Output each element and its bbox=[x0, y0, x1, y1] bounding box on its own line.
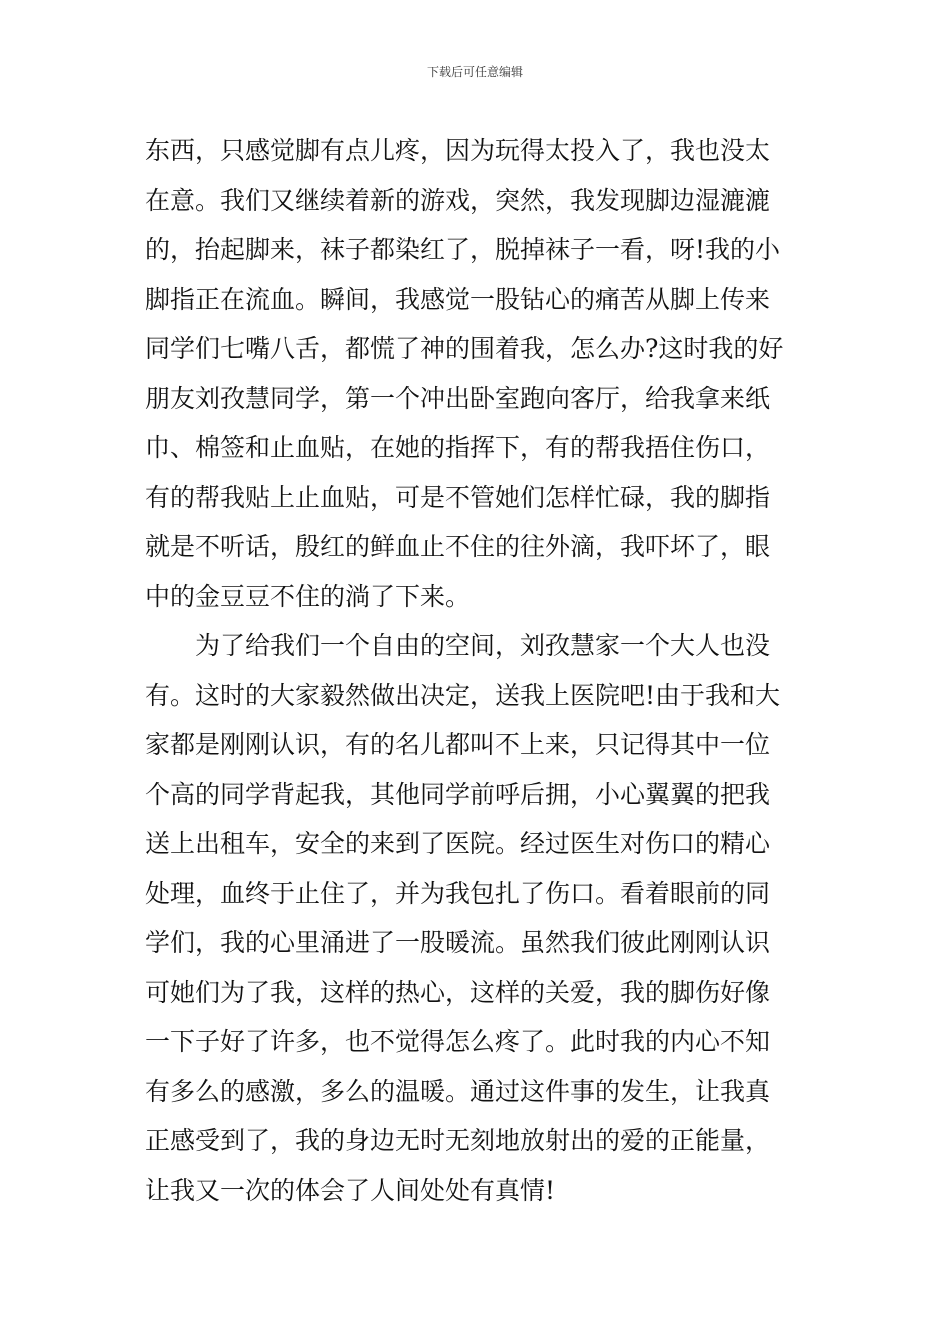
text-line: 有多么的感激，多么的温暖。通过这件事的发生，让我真 bbox=[145, 1076, 771, 1106]
text-line: 在意。我们又继续着新的游戏，突然，我发现脚边湿漉漉 bbox=[145, 185, 771, 215]
text-line: 东西，只感觉脚有点儿疼，因为玩得太投入了，我也没太 bbox=[145, 136, 771, 165]
text-line: 巾、棉签和止血贴，在她的指挥下，有的帮我捂住伤口， bbox=[145, 433, 771, 462]
text-line: 可她们为了我，这样的热心，这样的关爱，我的脚伤好像 bbox=[145, 977, 771, 1007]
text-line: 学们，我的心里涌进了一股暖流。虽然我们彼此刚刚认识 bbox=[145, 928, 771, 957]
text-line: 中的金豆豆不住的淌了下来。 bbox=[145, 581, 471, 611]
text-line: 为了给我们一个自由的空间，刘孜慧家一个大人也没 bbox=[145, 631, 771, 660]
text-line: 同学们七嘴八舌，都慌了神的围着我，怎么办?这时我的好 bbox=[145, 334, 784, 363]
text-line: 家都是刚刚认识，有的名儿都叫不上来，只记得其中一位 bbox=[145, 730, 771, 759]
text-line: 正感受到了，我的身边无时无刻地放射出的爱的正能量， bbox=[145, 1126, 771, 1155]
page-header-note: 下载后可任意编辑 bbox=[426, 65, 523, 79]
text-line: 有。这时的大家毅然做出决定，送我上医院吧!由于我和大 bbox=[145, 680, 781, 710]
text-line: 个高的同学背起我，其他同学前呼后拥，小心翼翼的把我 bbox=[145, 779, 771, 809]
text-line: 一下子好了许多，也不觉得怎么疼了。此时我的内心不知 bbox=[145, 1027, 771, 1056]
text-line: 让我又一次的体会了人间处处有真情! bbox=[145, 1175, 556, 1205]
text-line: 脚指正在流血。瞬间，我感觉一股钻心的痛苦从脚上传来 bbox=[145, 284, 771, 314]
text-line: 有的帮我贴上止血贴，可是不管她们怎样忙碌，我的脚指 bbox=[145, 482, 771, 512]
text-line: 朋友刘孜慧同学，第一个冲出卧室跑向客厅，给我拿来纸 bbox=[145, 383, 771, 413]
text-line: 就是不听话，殷红的鲜血止不住的往外滴，我吓坏了，眼 bbox=[145, 532, 771, 561]
article-body bbox=[145, 126, 805, 1215]
text-line: 的，抬起脚来，袜子都染红了，脱掉袜子一看，呀!我的小 bbox=[145, 235, 781, 264]
text-line: 送上出租车，安全的来到了医院。经过医生对伤口的精心 bbox=[145, 829, 771, 858]
text-line: 处理，血终于止住了，并为我包扎了伤口。看着眼前的同 bbox=[145, 878, 771, 908]
